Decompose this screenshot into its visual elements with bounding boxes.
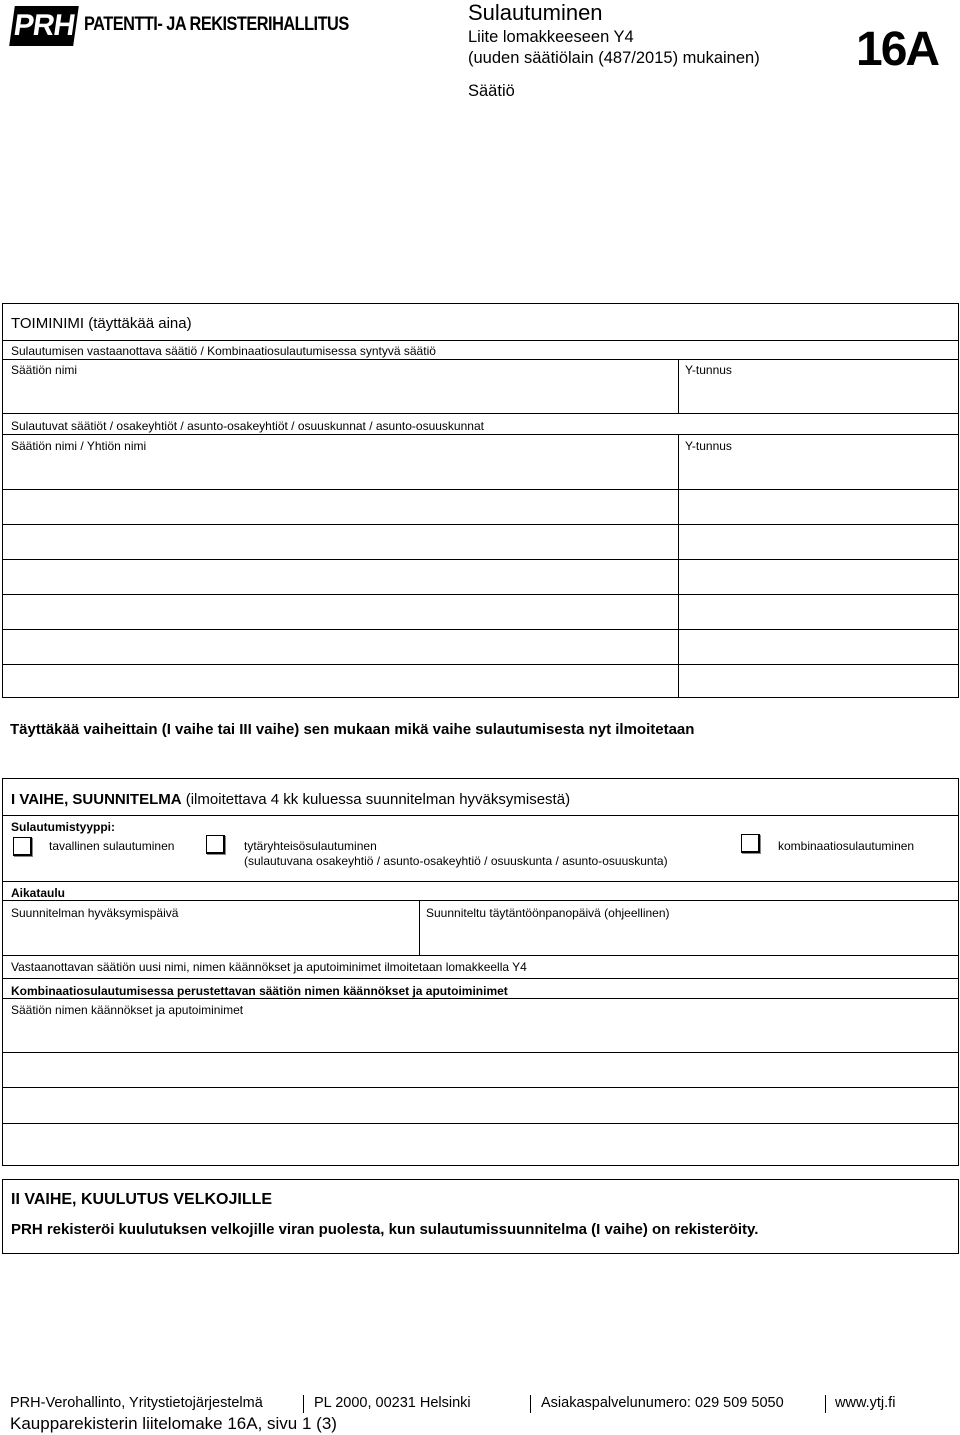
combination-translations-label: Kombinaatiosulautumisessa perustettavan säätiön nimen käännökset ja aputoiminimet <box>11 984 508 998</box>
subsidiary-merger-note: (sulautuvana osakeyhtiö / asunto-osakeyhtiö / osuuskunta / asunto-osuuskunta) <box>244 854 668 868</box>
merging-ytunnus-label: Y-tunnus <box>685 439 732 453</box>
footer-page: Kaupparekisterin liitelomake 16A, sivu 1 (3) <box>10 1414 337 1433</box>
merging-name-label: Säätiön nimi / Yhtiön nimi <box>11 439 147 453</box>
foundation-name-label: Säätiön nimi <box>11 363 78 377</box>
form-subtitle-2: (uuden säätiölain (487/2015) mukainen) <box>468 49 760 67</box>
instruction-text: Täyttäkää vaiheittain (I vaihe tai III vaihe) sen mukaan mikä vaihe sulautumisesta nyt ilmoitetaan <box>10 721 695 738</box>
phase1-heading-rest: (ilmoitettava 4 kk kuluessa suunnitelman hyväksymisestä) <box>185 791 571 808</box>
footer-separator <box>530 1395 531 1413</box>
approval-date-label: Suunnitelman hyväksymispäivä <box>11 906 179 920</box>
phase1-heading <box>11 791 570 808</box>
new-name-note: Vastaanottavan säätiön uusi nimi, nimen käännökset ja aputoiminimet ilmoitetaan lomakkeella Y4 <box>11 960 527 974</box>
name-translations-fields[interactable] <box>3 1016 956 1165</box>
ytunnus-label: Y-tunnus <box>685 363 732 377</box>
merging-entities-label: Sulautuvat säätiöt / osakeyhtiöt / asunto-osakeyhtiöt / osuuskunnat / asunto-osuuskunnat <box>11 419 484 433</box>
form-title: Sulautuminen <box>468 0 603 25</box>
approval-date-field[interactable] <box>3 919 418 955</box>
ordinary-merger-label: tavallinen sulautuminen <box>49 839 175 853</box>
phase2-section <box>2 1179 959 1254</box>
subsidiary-merger-label: tytäryhteisösulautuminen <box>244 839 377 853</box>
footer-org: PRH-Verohallinto, Yritystietojärjestelmä <box>10 1395 263 1411</box>
checkbox-ordinary-merger[interactable] <box>13 837 32 856</box>
phase1-heading-bold: I VAIHE, SUUNNITELMA <box>11 791 182 808</box>
foundation-name-field[interactable] <box>3 374 677 412</box>
form-subtitle-1: Liite lomakkeeseen Y4 <box>468 28 634 46</box>
name-translations-label: Säätiön nimen käännökset ja aputoiminimet <box>11 1003 244 1017</box>
footer-phone: Asiakaspalvelunumero: 029 509 5050 <box>541 1395 784 1411</box>
schedule-label: Aikataulu <box>11 886 66 900</box>
execution-date-label: Suunniteltu täytäntöönpanopäivä (ohjeellinen) <box>426 906 670 920</box>
form-entity: Säätiö <box>468 82 515 100</box>
footer-web[interactable]: www.ytj.fi <box>835 1395 896 1411</box>
footer-address: PL 2000, 00231 Helsinki <box>314 1395 471 1411</box>
prh-logo-text: PATENTTI- JA REKISTERIHALLITUS <box>84 14 349 35</box>
phase2-heading: II VAIHE, KUULUTUS VELKOJILLE <box>11 1191 273 1208</box>
ytunnus-field[interactable] <box>680 374 956 412</box>
phase2-text: PRH rekisteröi kuulutuksen velkojille viran puolesta, kun sulautumissuunnitelma (I vaihe) on rekisteröity. <box>11 1221 759 1238</box>
merging-name-fields[interactable] <box>3 490 677 698</box>
footer-separator <box>825 1395 826 1413</box>
footer-separator <box>303 1395 304 1413</box>
toiminimi-section <box>2 303 959 698</box>
execution-date-field[interactable] <box>421 919 956 955</box>
merger-type-label: Sulautumistyyppi: <box>11 820 116 834</box>
phase1-section <box>2 778 959 1166</box>
combination-merger-label: kombinaatiosulautuminen <box>778 839 915 853</box>
prh-logo-mark: PRH <box>9 6 79 46</box>
form-number: 16A <box>856 23 939 76</box>
checkbox-combination-merger[interactable] <box>741 834 760 853</box>
checkbox-subsidiary-merger[interactable] <box>206 835 225 854</box>
merging-ytunnus-fields[interactable] <box>680 490 956 698</box>
toiminimi-heading: TOIMINIMI (täyttäkää aina) <box>11 315 192 332</box>
receiving-foundation-label: Sulautumisen vastaanottava säätiö / Kombinaatiosulautumisessa syntyvä säätiö <box>11 344 436 358</box>
